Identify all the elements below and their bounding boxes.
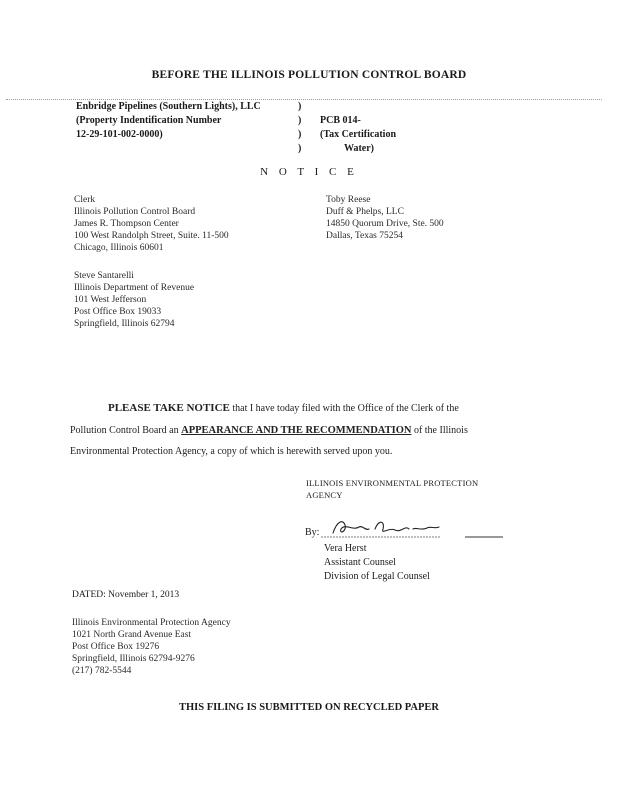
- notice-paragraph-line-1: [108, 402, 459, 414]
- recycled-paper-footer: THIS FILING IS SUBMITTED ON RECYCLED PAPER: [178, 702, 440, 713]
- case-type: (Tax Certification: [320, 129, 397, 140]
- address-line: Chicago, Illinois 60601: [74, 243, 164, 253]
- caption-line: Enbridge Pipelines (Southern Lights), LLC: [76, 101, 261, 112]
- notice-text: Pollution Control Board an: [70, 425, 182, 436]
- address-line: Springfield, Illinois 62794: [74, 319, 175, 329]
- caption-line: 12-29-101-002-0000): [76, 129, 163, 140]
- notice-text: that I have today filed with the Office of the Clerk of the: [229, 403, 459, 414]
- caption-paren: ): [298, 115, 302, 126]
- case-number: PCB 014-: [320, 115, 361, 126]
- signer-title: Assistant Counsel: [324, 557, 396, 568]
- address-line: Springfield, Illinois 62794-9276: [72, 654, 195, 664]
- case-type: Water): [344, 143, 374, 154]
- caption-separators: [298, 100, 301, 156]
- agency-line: ILLINOIS ENVIRONMENTAL PROTECTION: [306, 478, 479, 488]
- address-line: James R. Thompson Center: [74, 219, 179, 229]
- document-title: BEFORE THE ILLINOIS POLLUTION CONTROL BOARD: [151, 69, 467, 81]
- address-line: Illinois Pollution Control Board: [74, 207, 196, 217]
- address-line: Duff & Phelps, LLC: [326, 207, 404, 217]
- caption-paren: ): [298, 129, 302, 140]
- signing-agency: [306, 477, 478, 501]
- address-line: 101 West Jefferson: [74, 295, 147, 305]
- caption-paren: ): [298, 143, 302, 154]
- dated-line: DATED: November 1, 2013: [72, 590, 180, 600]
- address-line: 14850 Quorum Drive, Ste. 500: [326, 219, 444, 229]
- agency-line: AGENCY: [306, 490, 343, 500]
- agency-address: [72, 617, 231, 677]
- signature-line: [305, 515, 505, 541]
- address-line: Clerk: [74, 195, 96, 205]
- notice-paragraph-line-3: Environmental Protection Agency, a copy of which is herewith served upon you.: [70, 446, 393, 457]
- address-line: Illinois Environmental Protection Agency: [72, 618, 231, 628]
- notice-text: of the Illinois: [411, 425, 468, 436]
- recipient-steve-santarelli: [74, 270, 194, 330]
- address-line: Post Office Box 19033: [74, 307, 162, 317]
- address-line: 100 West Randolph Street, Suite. 11-500: [74, 231, 229, 241]
- address-line: Dallas, Texas 75254: [326, 231, 403, 241]
- caption-line: (Property Indentification Number: [76, 115, 222, 126]
- case-caption-number: [320, 114, 396, 156]
- address-line: Illinois Department of Revenue: [74, 283, 195, 293]
- by-label: By:: [305, 527, 320, 538]
- caption-paren: ): [298, 101, 302, 112]
- signer-block: [324, 542, 430, 584]
- notice-lead: PLEASE TAKE NOTICE: [108, 402, 230, 414]
- recipient-toby-reese: [326, 194, 444, 242]
- handwritten-signature: [305, 515, 505, 541]
- notice-heading: N O T I C E: [260, 166, 358, 178]
- address-line: Post Office Box 19276: [72, 642, 160, 652]
- address-line: (217) 782-5544: [72, 666, 132, 676]
- case-caption-parties: [76, 100, 261, 142]
- address-line: Steve Santarelli: [74, 271, 134, 281]
- signer-division: Division of Legal Counsel: [324, 571, 430, 582]
- signer-name: Vera Herst: [324, 543, 367, 554]
- address-line: 1021 North Grand Avenue East: [72, 630, 192, 640]
- filed-documents: APPEARANCE AND THE RECOMMENDATION: [181, 425, 412, 436]
- recipient-clerk: [74, 194, 229, 254]
- address-line: Toby Reese: [326, 195, 371, 205]
- notice-paragraph-line-2: [70, 425, 468, 436]
